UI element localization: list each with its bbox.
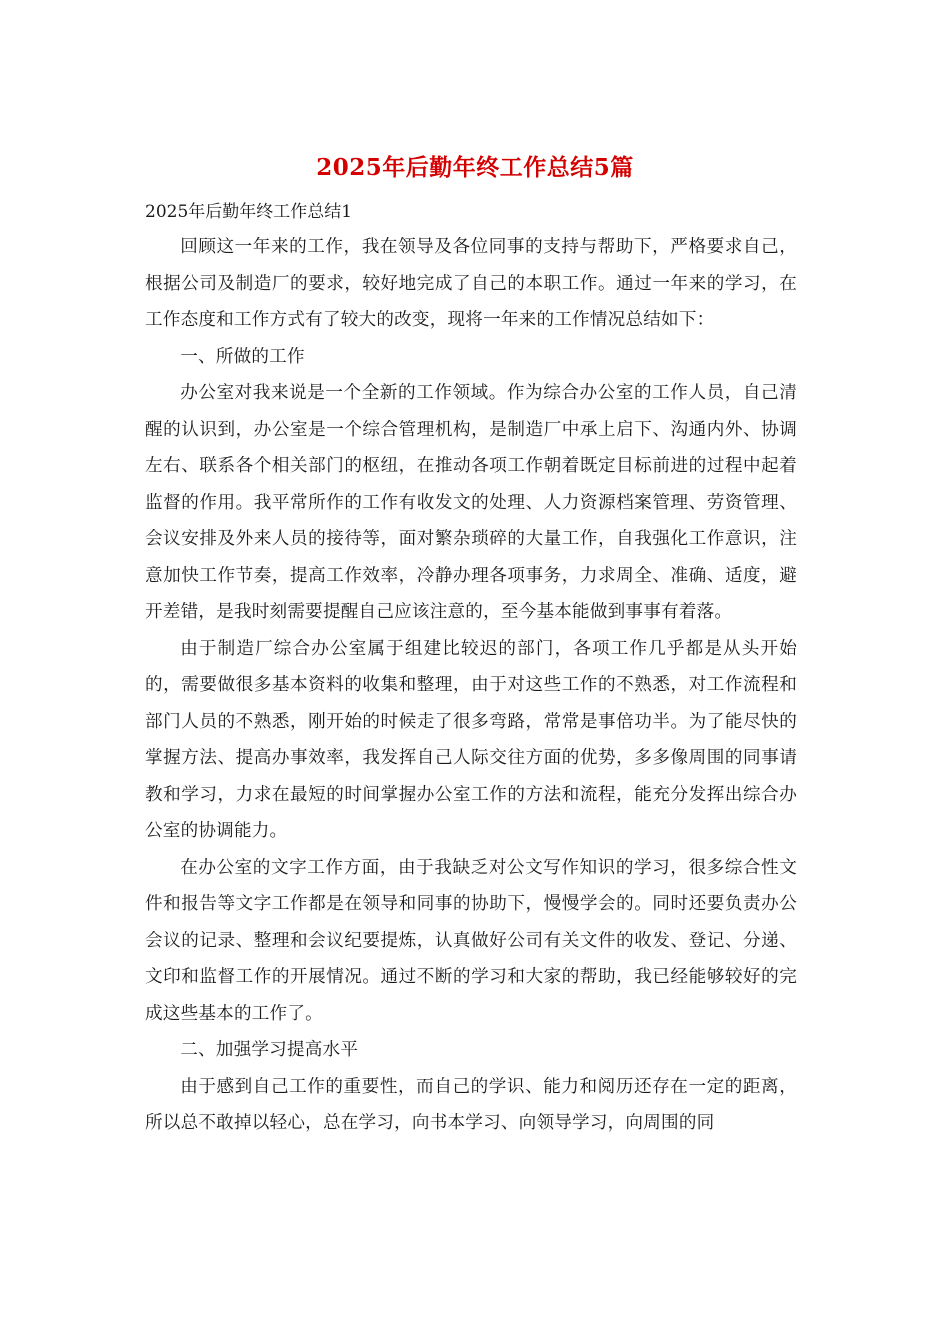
paragraph: 由于感到自己工作的重要性，而自己的学识、能力和阅历还存在一定的距离，所以总不敢掉以轻心，总在学习，向书本学习、向领导学习，向周围的同 [145,1076,797,1133]
subheading: 一、所做的工作 [180,346,305,367]
paragraph: 由于制造厂综合办公室属于组建比较迟的部门，各项工作几乎都是从头开始的，需要做很多基本资料的收集和整理，由于对这些工作的不熟悉，对工作流程和部门人员的不熟悉，刚开始的时候走了很多弯路，常常是事倍功半。为了能尽快的掌握方法、提高办事效率，我发挥自己人际交往方面的优势，多多像周围的同事请教和学习，力求在最短的时间掌握办公室工作的方法和流程，能充分发挥出综合办公室的协调能力。 [145,638,797,841]
document-title: 2025年后勤年终工作总结5篇 [316,154,634,181]
paragraph: 回顾这一年来的工作，我在领导及各位同事的支持与帮助下，严格要求自己，根据公司及制造厂的要求，较好地完成了自己的本职工作。通过一年来的学习，在工作态度和工作方式有了较大的改变，现将一年来的工作情况总结如下： [145,237,797,330]
subheading: 二、加强学习提高水平 [180,1040,359,1060]
paragraph: 在办公室的文字工作方面，由于我缺乏对公文写作知识的学习，很多综合性文件和报告等文字工作都是在领导和同事的协助下，慢慢学会的。同时还要负责办公会议的记录、整理和会议纪要提炼，认真做好公司有关文件的收发、登记、分递、文印和监督工作的开展情况。通过不断的学习和大家的帮助，我已经能够较好的完成这些基本的工作了。 [145,857,797,1024]
document-body [145,229,797,1142]
section-title: 2025年后勤年终工作总结1 [145,202,353,222]
paragraph: 办公室对我来说是一个全新的工作领域。作为综合办公室的工作人员，自己清醒的认识到，办公室是一个综合管理机构，是制造厂中承上启下、沟通内外、协调左右、联系各个相关部门的枢纽，在推动各项工作朝着既定目标前进的过程中起着监督的作用。我平常所作的工作有收发文的处理、人力资源档案管理、劳资管理、会议安排及外来人员的接待等，面对繁杂琐碎的大量工作，自我强化工作意识，注意加快工作节奏，提高工作效率，冷静办理各项事务，力求周全、准确、适度，避开差错，是我时刻需要提醒自己应该注意的，至今基本能做到事事有着落。 [145,383,797,622]
